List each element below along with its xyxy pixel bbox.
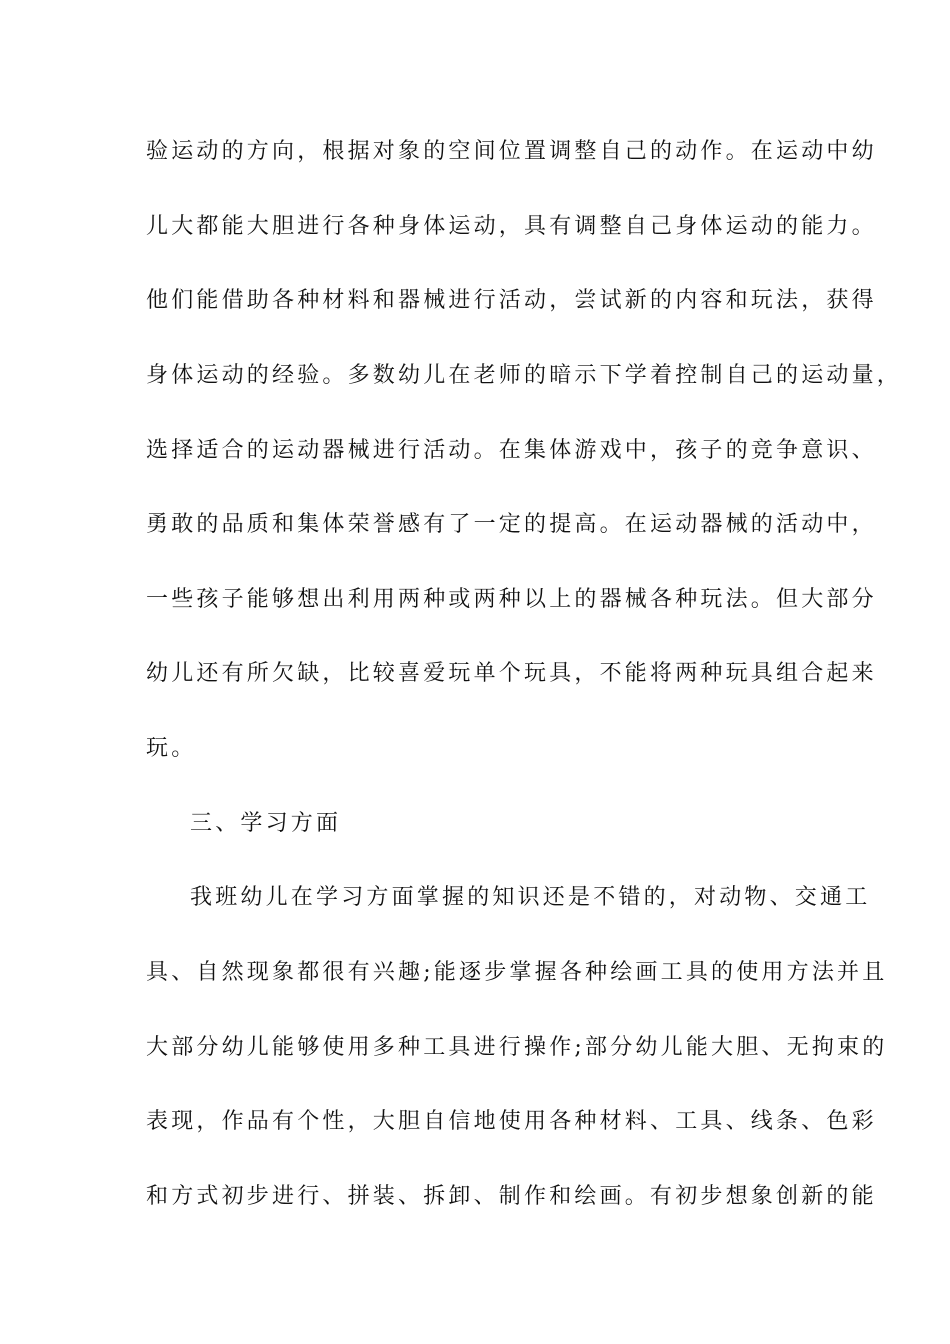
paragraph-line: 表现，作品有个性，大胆自信地使用各种材料、工具、线条、色彩 xyxy=(146,1109,877,1134)
paragraph-line: 勇敢的品质和集体荣誉感有了一定的提高。在运动器械的活动中， xyxy=(146,512,877,537)
paragraph-line: 幼儿还有所欠缺，比较喜爱玩单个玩具，不能将两种玩具组合起来 xyxy=(146,661,877,686)
paragraph-line: 验运动的方向，根据对象的空间位置调整自己的动作。在运动中幼 xyxy=(146,139,877,164)
paragraph-line: 和方式初步进行、拼装、拆卸、制作和绘画。有初步想象创新的能 xyxy=(146,1184,877,1209)
paragraph-line: 具、自然现象都很有兴趣;能逐步掌握各种绘画工具的使用方法并且 xyxy=(146,960,888,985)
paragraph-line: 一些孩子能够想出利用两种或两种以上的器械各种玩法。但大部分 xyxy=(146,587,877,612)
paragraph-line: 大部分幼儿能够使用多种工具进行操作;部分幼儿能大胆、无拘束的 xyxy=(146,1035,888,1060)
section-heading: 三、学习方面 xyxy=(190,811,342,836)
paragraph-line: 我班幼儿在学习方面掌握的知识还是不错的，对动物、交通工 xyxy=(190,885,871,910)
paragraph-line: 玩。 xyxy=(146,736,197,761)
paragraph-line: 选择适合的运动器械进行活动。在集体游戏中，孩子的竞争意识、 xyxy=(146,438,877,463)
paragraph-line: 儿大都能大胆进行各种身体运动，具有调整自己身体运动的能力。 xyxy=(146,214,877,239)
paragraph-line: 身体运动的经验。多数幼儿在老师的暗示下学着控制自己的运动量， xyxy=(146,363,903,388)
paragraph-line: 他们能借助各种材料和器械进行活动，尝试新的内容和玩法，获得 xyxy=(146,288,877,313)
